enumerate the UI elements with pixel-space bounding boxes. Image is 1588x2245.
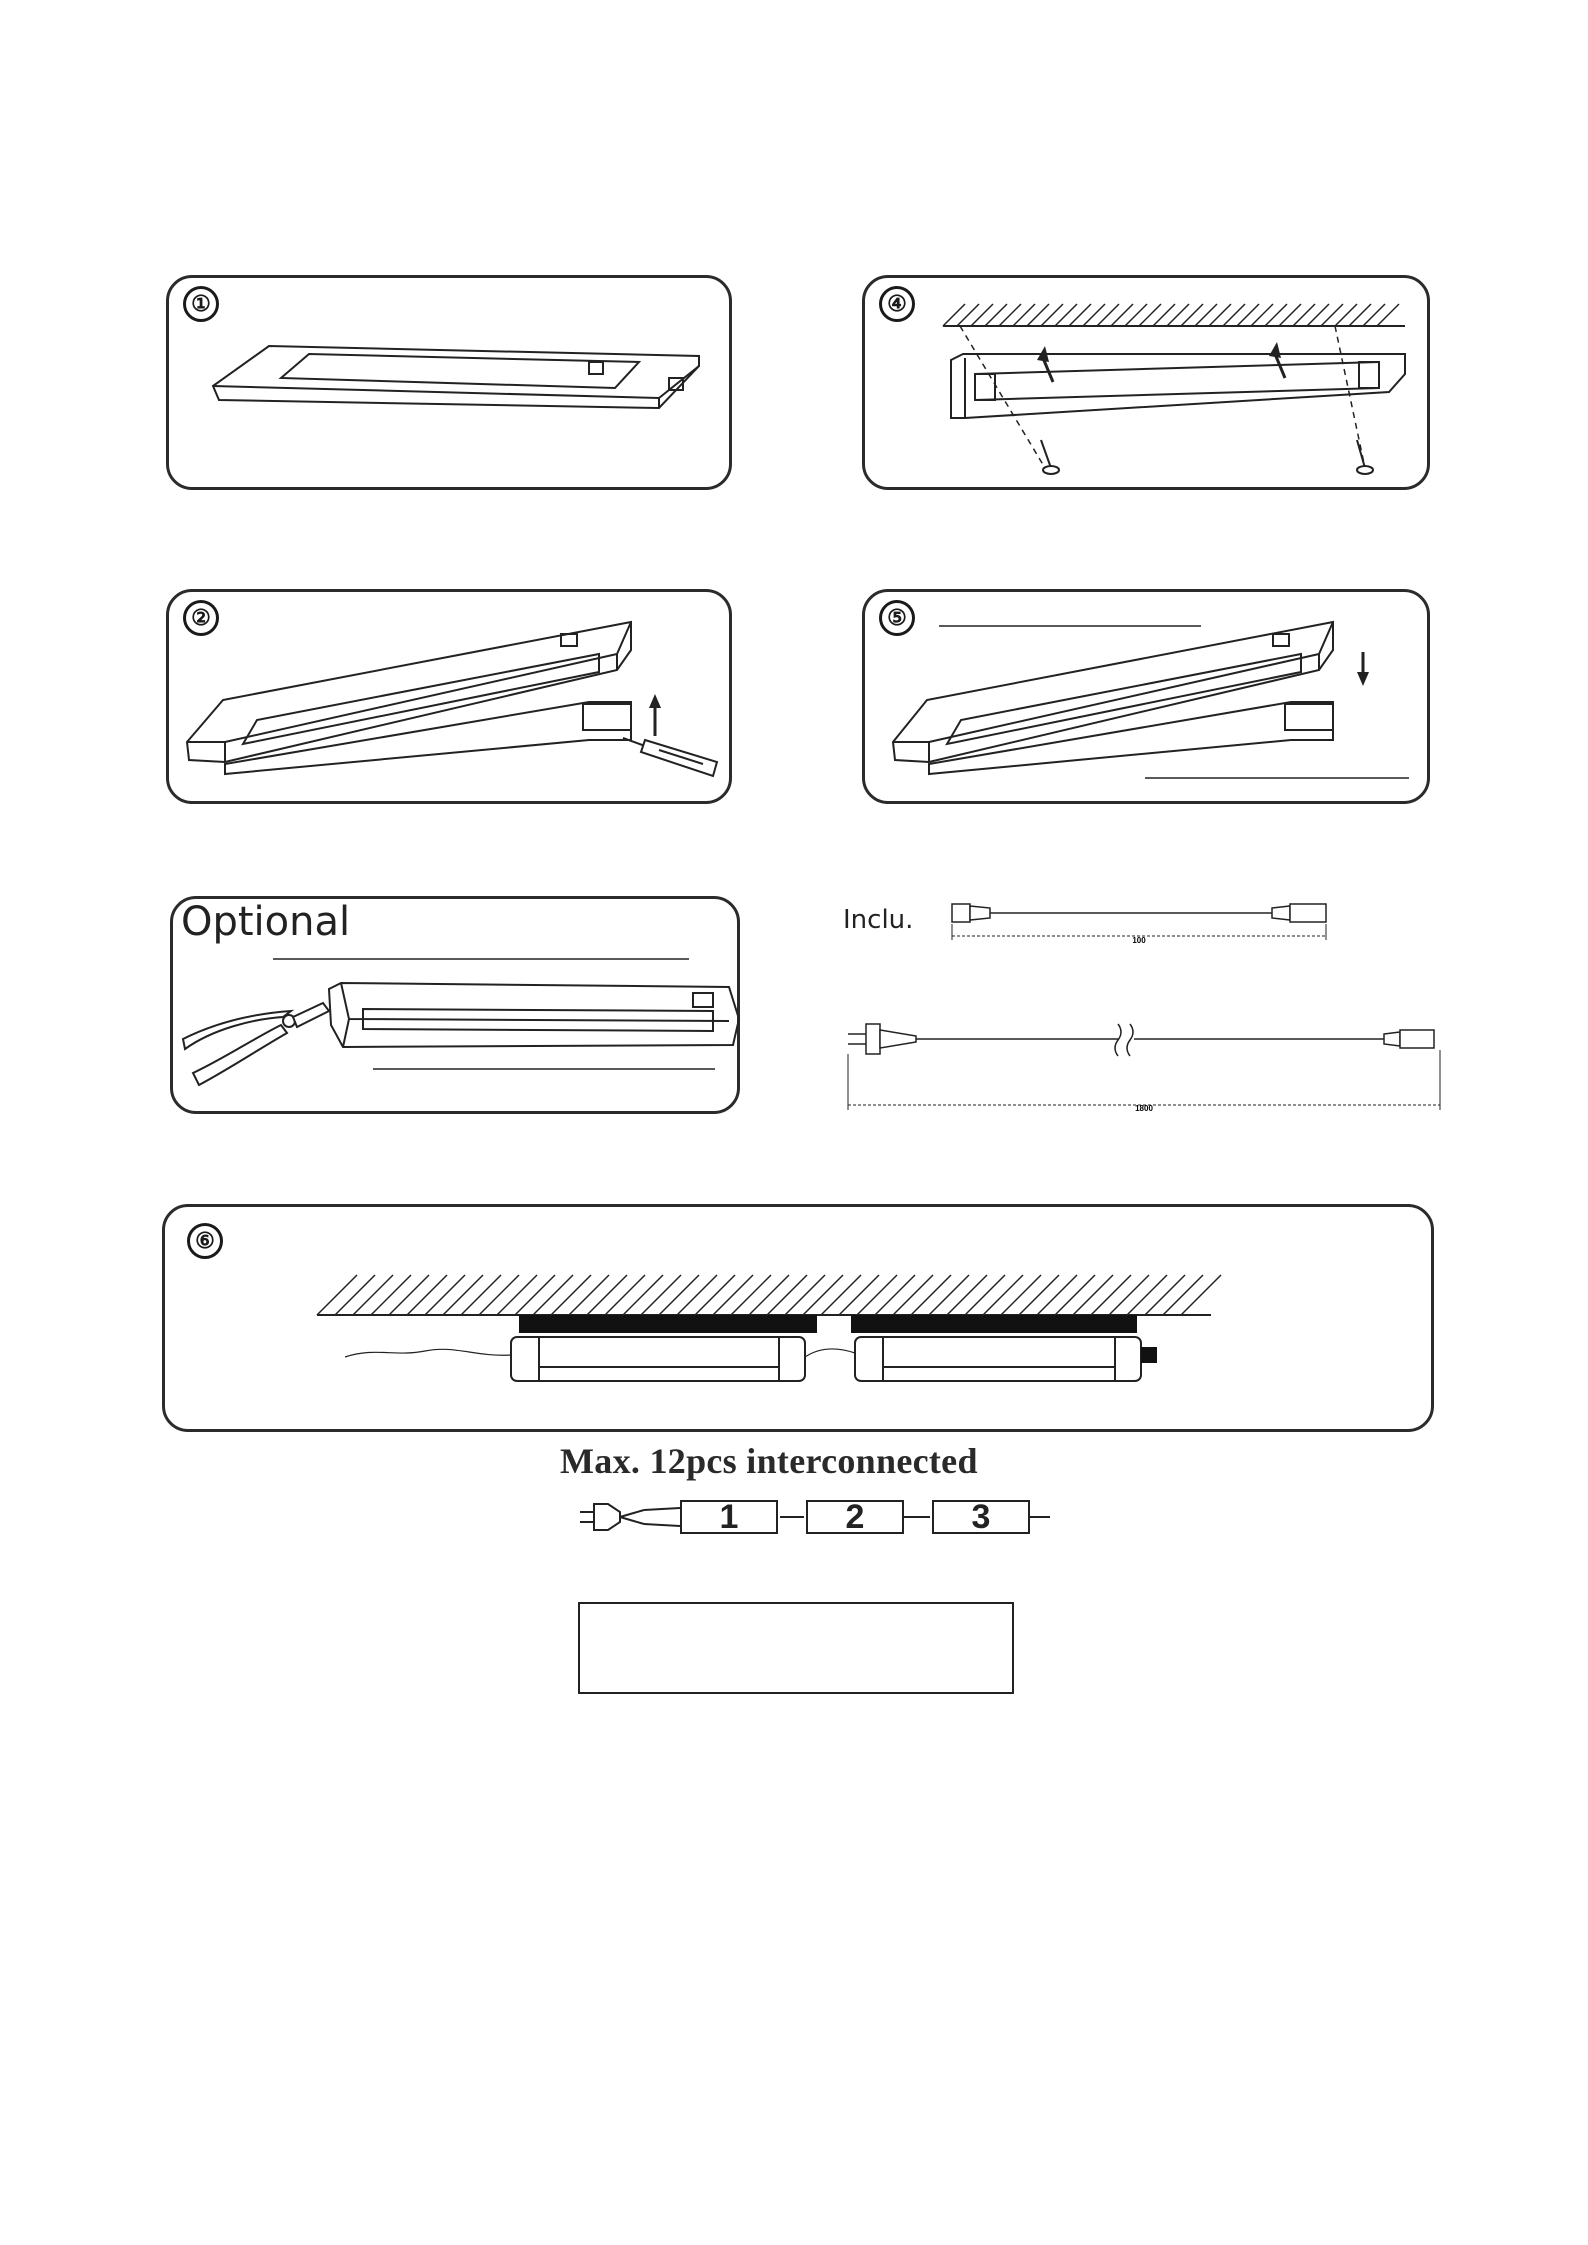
step-4-number: ④ [879, 286, 915, 322]
step-6-panel [162, 1204, 1434, 1432]
ceiling-hatch-line [1321, 304, 1343, 326]
ceiling-hatch-line [641, 1275, 681, 1315]
ceiling-hatch-line [1055, 304, 1077, 326]
short-connector-cable [952, 904, 1326, 940]
ceiling-hatch-line [999, 304, 1021, 326]
plug-icon [848, 1024, 916, 1054]
ceiling-hatch-line [353, 1275, 393, 1315]
ceiling-hatch-line [1097, 304, 1119, 326]
included-label: Inclu. [843, 905, 914, 935]
ceiling-hatch-line [1251, 304, 1273, 326]
ceiling-hatch-line [1167, 304, 1189, 326]
chain-unit-1: 1 [680, 1500, 778, 1534]
ceiling-hatch-line [1153, 304, 1175, 326]
step-1-number: ① [183, 286, 219, 322]
ceiling-hatch-line [1349, 304, 1371, 326]
interconnect-title: Max. 12pcs interconnected [560, 1441, 978, 1481]
ceiling-hatch-line [1163, 1275, 1203, 1315]
ceiling-hatch-line [1223, 304, 1245, 326]
ceiling-hatch-line [317, 1275, 357, 1315]
ceiling-hatch-line [1181, 304, 1203, 326]
ceiling-mount-illustration [865, 278, 1433, 493]
step-2-panel [166, 589, 732, 804]
ceiling-hatch-line [1091, 1275, 1131, 1315]
ceiling-hatch-line [1363, 304, 1385, 326]
cover-attach-illustration [865, 592, 1433, 807]
step-5-number: ⑤ [879, 600, 915, 636]
chain-unit-3: 3 [932, 1500, 1030, 1534]
ceiling-hatch-line [1195, 304, 1217, 326]
ceiling-hatch-line [515, 1275, 555, 1315]
ceiling-hatch-line [1073, 1275, 1113, 1315]
ceiling-hatch-line [1013, 304, 1035, 326]
cover-removal-illustration [169, 592, 735, 807]
ceiling-hatch-line [965, 1275, 1005, 1315]
ceiling-hatch-line [857, 1275, 897, 1315]
ceiling-hatch-line [1111, 304, 1133, 326]
ceiling-hatch-line [971, 304, 993, 326]
ceiling-hatch-line [767, 1275, 807, 1315]
interconnected-bars-illustration [165, 1207, 1437, 1435]
ceiling-hatch-line [1109, 1275, 1149, 1315]
ceiling-hatch-line [947, 1275, 987, 1315]
ceiling-hatch-line [551, 1275, 591, 1315]
ceiling-hatch-line [335, 1275, 375, 1315]
ceiling-hatch-line [821, 1275, 861, 1315]
ceiling-hatch-line [425, 1275, 465, 1315]
ceiling-hatch-line [407, 1275, 447, 1315]
ceiling-hatch-line [1335, 304, 1357, 326]
light-bar-illustration [169, 278, 735, 493]
blank-label-box [578, 1602, 1014, 1694]
ceiling-hatch-line [983, 1275, 1023, 1315]
ceiling-hatch-line [1019, 1275, 1059, 1315]
ceiling-hatch-line [371, 1275, 411, 1315]
ceiling-hatch-line [461, 1275, 501, 1315]
ceiling-hatch-line [749, 1275, 789, 1315]
ceiling-hatch-line [1209, 304, 1231, 326]
interconnect-chain [570, 1490, 1070, 1550]
ceiling-hatch-line [985, 304, 1007, 326]
ceiling-hatch-line [1125, 304, 1147, 326]
ceiling-hatch-line [1279, 304, 1301, 326]
ceiling-hatch-line [1293, 304, 1315, 326]
ceiling-hatch-line [1083, 304, 1105, 326]
screwdriver-icon [623, 738, 717, 776]
ceiling-hatch-line [943, 304, 965, 326]
ceiling-hatch-line [1181, 1275, 1221, 1315]
plug-cable [848, 1024, 1440, 1110]
ceiling-hatch-line [1027, 304, 1049, 326]
ceiling-hatch-line [587, 1275, 627, 1315]
ceiling-hatch-line [443, 1275, 483, 1315]
ceiling-hatch-line [957, 304, 979, 326]
ceiling-hatch-line [911, 1275, 951, 1315]
ceiling-hatch-line [875, 1275, 915, 1315]
ceiling-hatch-line [1001, 1275, 1041, 1315]
ceiling-hatch-line [1037, 1275, 1077, 1315]
ceiling-hatch-line [785, 1275, 825, 1315]
ceiling-hatch-line [893, 1275, 933, 1315]
step-2-number: ② [183, 600, 219, 636]
ceiling-hatch-line [1145, 1275, 1185, 1315]
ceiling-hatch-line [1377, 304, 1399, 326]
ceiling-hatch-line [1237, 304, 1259, 326]
screw-icon [1041, 440, 1373, 474]
ceiling-hatch-line [1055, 1275, 1095, 1315]
short-cable-length: 100 [1132, 936, 1146, 945]
ceiling-hatch-line [695, 1275, 735, 1315]
ceiling-hatch-line [1265, 304, 1287, 326]
ceiling-hatch-line [479, 1275, 519, 1315]
ceiling-hatch-line [533, 1275, 573, 1315]
step-4-panel [862, 275, 1430, 490]
pliers-icon [183, 1003, 329, 1085]
step-1-panel [166, 275, 732, 490]
ceiling-hatch-line [929, 1275, 969, 1315]
optional-panel [170, 896, 740, 1114]
cable-cut-illustration [173, 899, 743, 1117]
ceiling-hatch-line [569, 1275, 609, 1315]
long-cable-length: 1800 [1135, 1104, 1153, 1113]
ceiling-hatch-line [1069, 304, 1091, 326]
ceiling-hatch-line [389, 1275, 429, 1315]
ceiling-hatch-line [605, 1275, 645, 1315]
chain-unit-2: 2 [806, 1500, 904, 1534]
ceiling-hatch-line [623, 1275, 663, 1315]
ceiling-hatch-line [731, 1275, 771, 1315]
step-5-panel [862, 589, 1430, 804]
optional-label: Optional [181, 899, 351, 945]
ceiling-hatch-line [1041, 304, 1063, 326]
ceiling-hatch-line [1127, 1275, 1167, 1315]
ceiling-hatch-line [659, 1275, 699, 1315]
ceiling-hatch-line [1139, 304, 1161, 326]
ceiling-hatch-line [713, 1275, 753, 1315]
ceiling-hatch-line [1307, 304, 1329, 326]
ceiling-hatch-line [839, 1275, 879, 1315]
ceiling-hatch-line [677, 1275, 717, 1315]
step-6-number: ⑥ [187, 1223, 223, 1259]
ceiling-hatch-line [497, 1275, 537, 1315]
ceiling-hatch-line [803, 1275, 843, 1315]
